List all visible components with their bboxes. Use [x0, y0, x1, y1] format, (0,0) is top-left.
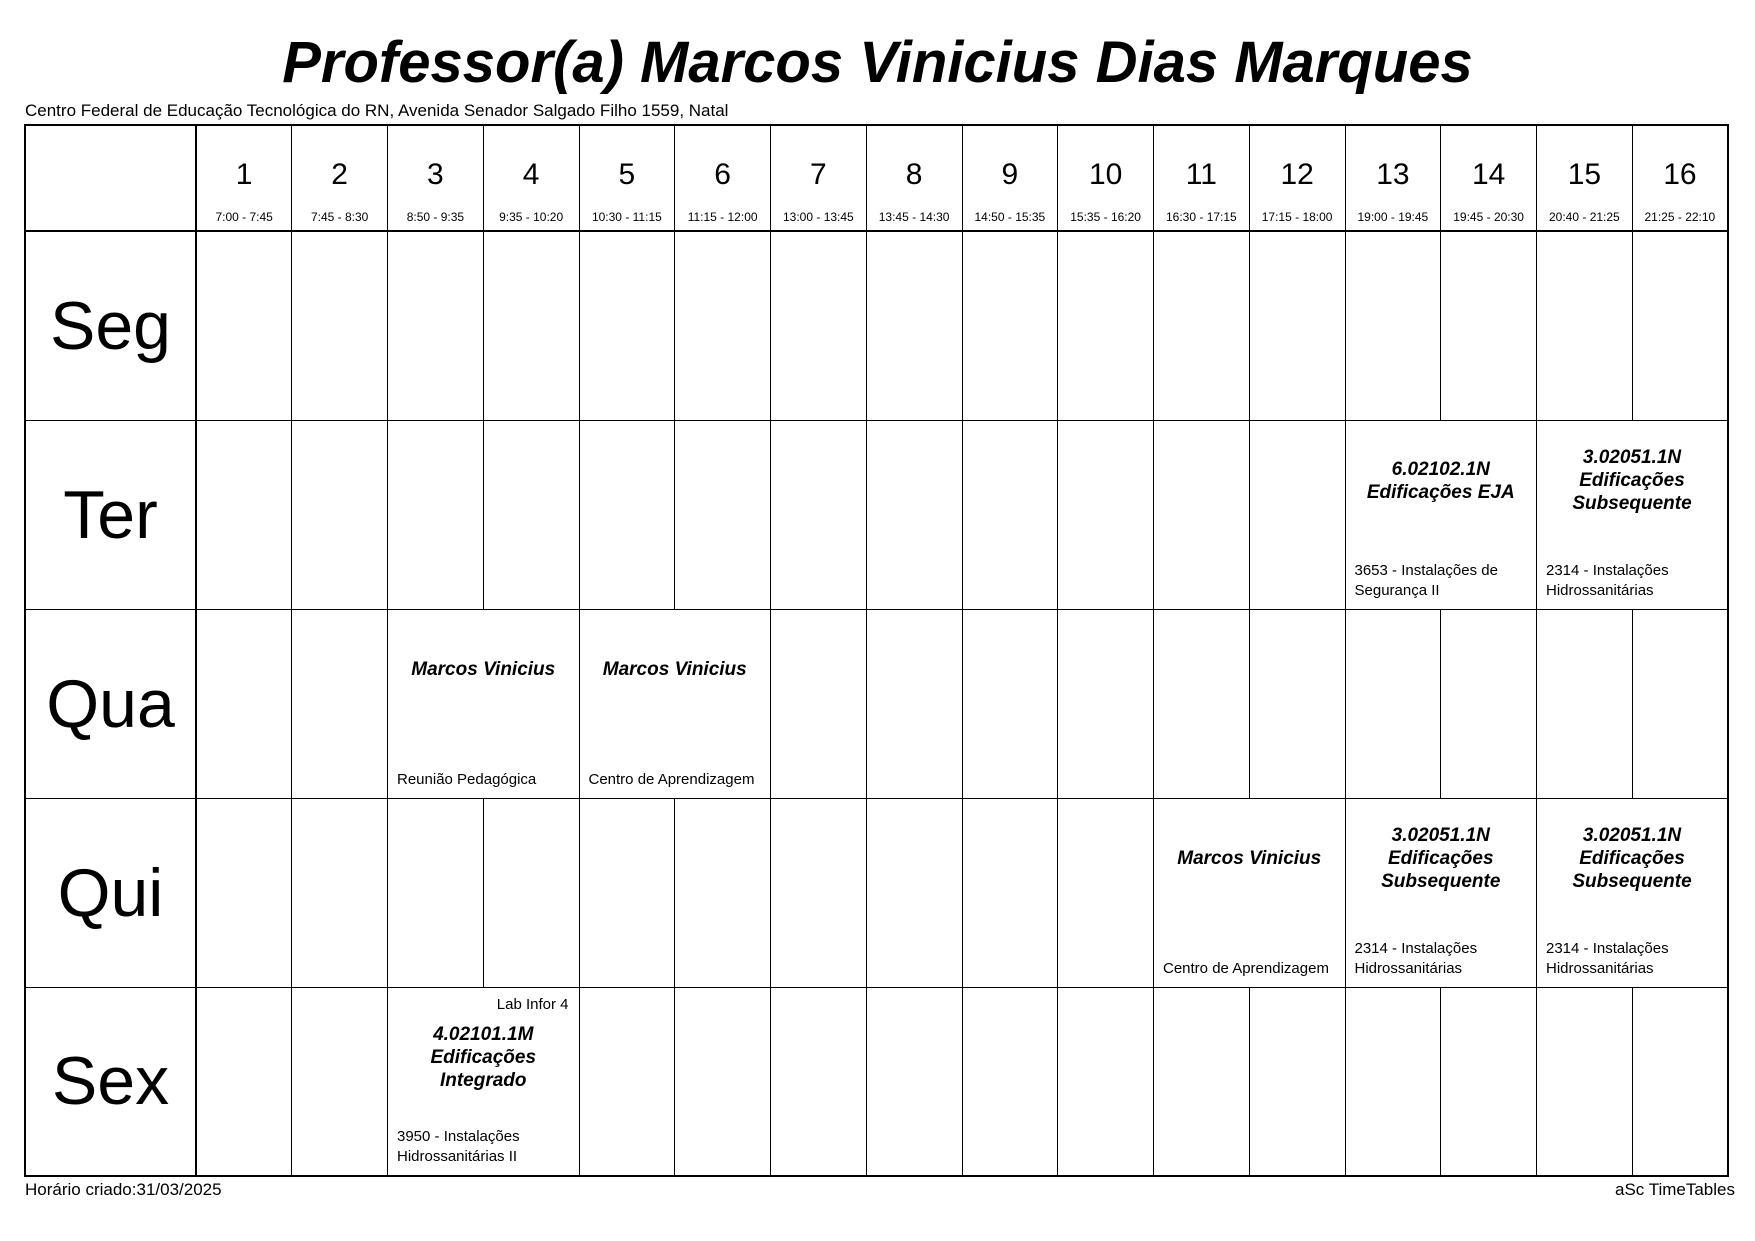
day-row-seg	[25, 231, 1728, 420]
empty-slot	[1058, 420, 1154, 609]
period-number: 12	[1280, 158, 1314, 191]
period-header	[1345, 125, 1441, 231]
empty-slot	[1537, 609, 1633, 798]
day-label: Qua	[25, 609, 196, 798]
period-number: 6	[714, 158, 731, 191]
empty-slot	[1537, 231, 1633, 420]
empty-slot	[962, 987, 1058, 1176]
empty-slot	[1249, 987, 1345, 1176]
day-row-qui	[25, 798, 1728, 987]
lesson-class: Marcos Vinicius	[1177, 848, 1322, 869]
lesson-card[interactable]	[1345, 798, 1537, 987]
period-time: 16:30 - 17:15	[1166, 210, 1237, 224]
empty-slot	[1632, 609, 1728, 798]
created-date: Horário criado:31/03/2025	[25, 1180, 222, 1199]
empty-slot	[962, 231, 1058, 420]
period-time: 9:35 - 10:20	[499, 210, 564, 224]
lesson-card[interactable]	[579, 609, 771, 798]
lesson-subject: 3653 - Instalações de Segurança II	[1354, 561, 1498, 599]
lesson-subject: 3950 - Instalações Hidrossanitárias II	[397, 1128, 520, 1165]
empty-slot	[1441, 609, 1537, 798]
empty-slot	[483, 420, 579, 609]
empty-slot	[1441, 231, 1537, 420]
day-row-qua	[25, 609, 1728, 798]
lesson-subject: 2314 - Instalações Hidrossanitárias	[1354, 939, 1478, 977]
empty-slot	[579, 231, 675, 420]
empty-slot	[196, 987, 292, 1176]
lesson-card[interactable]	[388, 609, 580, 798]
empty-slot	[1249, 609, 1345, 798]
lesson-subject: 2314 - Instalações Hidrossanitárias	[1546, 939, 1669, 977]
empty-slot	[483, 798, 579, 987]
empty-slot	[866, 231, 962, 420]
period-time: 13:00 - 13:45	[783, 210, 854, 224]
empty-slot	[962, 798, 1058, 987]
period-header	[675, 125, 771, 231]
period-time: 7:45 - 8:30	[310, 210, 369, 224]
empty-slot	[579, 420, 675, 609]
empty-slot	[579, 987, 675, 1176]
empty-slot	[962, 609, 1058, 798]
empty-slot	[771, 798, 867, 987]
period-time: 15:35 - 16:20	[1070, 210, 1141, 224]
empty-slot	[771, 609, 867, 798]
period-time: 8:50 - 9:35	[406, 210, 465, 224]
empty-slot	[1345, 231, 1441, 420]
empty-slot	[388, 420, 484, 609]
empty-slot	[196, 420, 292, 609]
empty-slot	[962, 420, 1058, 609]
lesson-room: Lab Infor 4	[496, 995, 569, 1013]
period-header	[1058, 125, 1154, 231]
empty-slot	[1154, 420, 1250, 609]
period-header	[962, 125, 1058, 231]
timetable	[24, 124, 1729, 1177]
lesson-subject: Centro de Aprendizagem	[1163, 959, 1329, 977]
empty-slot	[1249, 420, 1345, 609]
period-number: 2	[331, 158, 348, 191]
empty-slot	[1537, 987, 1633, 1176]
period-number: 9	[1001, 158, 1019, 191]
empty-slot	[1058, 609, 1154, 798]
day-row-ter	[25, 420, 1728, 609]
lesson-subject: Reunião Pedagógica	[397, 770, 537, 788]
empty-slot	[675, 798, 771, 987]
empty-slot	[1441, 987, 1537, 1176]
period-number: 5	[618, 158, 636, 191]
empty-slot	[771, 420, 867, 609]
lesson-class: 3.02051.1N Edificações Subsequente	[1572, 447, 1692, 514]
empty-slot	[196, 231, 292, 420]
empty-slot	[1154, 231, 1250, 420]
lesson-class: 3.02051.1N Edificações Subsequente	[1381, 825, 1501, 892]
lesson-card[interactable]	[1345, 420, 1537, 609]
lesson-subject: 2314 - Instalações Hidrossanitárias	[1546, 561, 1669, 599]
lesson-card[interactable]	[1537, 798, 1729, 987]
empty-slot	[292, 609, 388, 798]
empty-slot	[771, 987, 867, 1176]
period-number: 11	[1185, 158, 1217, 191]
lesson-card[interactable]	[388, 987, 580, 1176]
period-number: 1	[235, 158, 253, 191]
period-time: 20:40 - 21:25	[1549, 210, 1620, 224]
lesson-subject: Centro de Aprendizagem	[588, 770, 755, 788]
empty-slot	[1632, 987, 1728, 1176]
period-header	[771, 125, 867, 231]
lesson-card[interactable]	[1154, 798, 1346, 987]
period-number: 16	[1663, 158, 1697, 191]
day-label: Ter	[25, 420, 196, 609]
lesson-class: 4.02101.1M Edificações Integrado	[430, 1023, 537, 1091]
empty-slot	[1058, 231, 1154, 420]
empty-slot	[292, 798, 388, 987]
school-address: Centro Federal de Educação Tecnológica do RN, Avenida Senador Salgado Filho 1559, Natal	[25, 101, 729, 120]
period-header	[1632, 125, 1728, 231]
empty-slot	[388, 798, 484, 987]
empty-slot	[1058, 987, 1154, 1176]
period-header	[1154, 125, 1250, 231]
empty-slot	[483, 231, 579, 420]
day-label: Seg	[25, 231, 196, 420]
period-header	[196, 125, 292, 231]
empty-slot	[1154, 987, 1250, 1176]
period-header	[1537, 125, 1633, 231]
period-header-row	[25, 125, 1728, 231]
period-time: 13:45 - 14:30	[878, 210, 950, 224]
empty-slot	[1154, 609, 1250, 798]
empty-slot	[292, 420, 388, 609]
period-time: 14:50 - 15:35	[974, 210, 1046, 224]
period-number: 10	[1088, 158, 1123, 191]
empty-slot	[675, 231, 771, 420]
period-header	[388, 125, 484, 231]
period-header	[579, 125, 675, 231]
period-header	[866, 125, 962, 231]
period-number: 13	[1376, 158, 1410, 191]
period-time: 17:15 - 18:00	[1261, 210, 1333, 224]
empty-slot	[866, 420, 962, 609]
empty-slot	[866, 798, 962, 987]
period-time: 11:15 - 12:00	[687, 210, 758, 224]
empty-slot	[388, 231, 484, 420]
brand-credit: aSc TimeTables	[1615, 1180, 1735, 1199]
empty-slot	[1249, 231, 1345, 420]
empty-slot	[196, 798, 292, 987]
empty-slot	[866, 987, 962, 1176]
period-header	[292, 125, 388, 231]
period-header	[1249, 125, 1345, 231]
page-title: Professor(a) Marcos Vinicius Dias Marques	[282, 30, 1473, 95]
lesson-class: 3.02051.1N Edificações Subsequente	[1572, 825, 1692, 892]
period-number: 7	[810, 158, 827, 191]
empty-slot	[1345, 609, 1441, 798]
lesson-class: Marcos Vinicius	[411, 659, 556, 680]
period-time: 21:25 - 22:10	[1644, 210, 1716, 224]
day-label: Qui	[25, 798, 196, 987]
period-header	[1441, 125, 1537, 231]
lesson-card[interactable]	[1537, 420, 1729, 609]
period-number: 4	[522, 158, 540, 191]
lesson-class: Marcos Vinicius	[602, 659, 747, 680]
period-header	[483, 125, 579, 231]
period-time: 10:30 - 11:15	[591, 210, 662, 224]
period-time: 19:00 - 19:45	[1357, 210, 1429, 224]
period-number: 14	[1471, 158, 1506, 191]
empty-slot	[292, 231, 388, 420]
empty-slot	[866, 609, 962, 798]
empty-slot	[196, 609, 292, 798]
empty-slot	[1632, 231, 1728, 420]
empty-slot	[579, 798, 675, 987]
empty-slot	[1345, 987, 1441, 1176]
lesson-class: 6.02102.1N Edificações EJA	[1366, 458, 1515, 503]
day-label: Sex	[25, 987, 196, 1176]
corner-cell	[25, 125, 196, 231]
period-number: 15	[1567, 158, 1602, 191]
period-number: 3	[427, 158, 444, 191]
empty-slot	[675, 987, 771, 1176]
empty-slot	[292, 987, 388, 1176]
empty-slot	[1058, 798, 1154, 987]
period-time: 7:00 - 7:45	[215, 210, 273, 224]
period-number: 8	[905, 158, 923, 191]
empty-slot	[675, 420, 771, 609]
day-row-sex	[25, 987, 1728, 1176]
period-time: 19:45 - 20:30	[1453, 210, 1524, 224]
empty-slot	[771, 231, 867, 420]
